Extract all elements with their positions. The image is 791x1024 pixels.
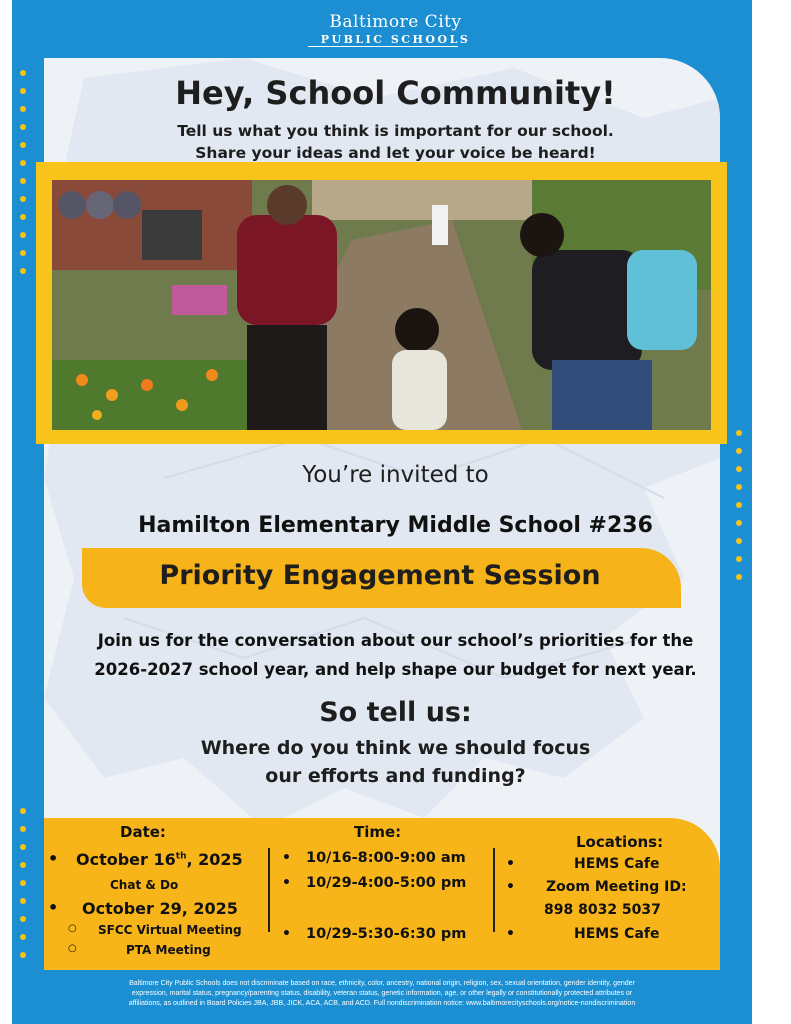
subheading-line-1: Tell us what you think is important for our school. (177, 122, 614, 140)
subheading (0, 120, 791, 164)
logo-divider (308, 46, 458, 47)
decorative-dots-bottom-left (20, 808, 26, 970)
date-1-note: Chat & Do (110, 878, 179, 892)
description (0, 626, 791, 684)
time-title: Time: (354, 823, 402, 841)
bullet-icon: • (506, 856, 515, 872)
bullet-icon: • (506, 926, 515, 942)
location-1: HEMS Cafe (574, 856, 660, 872)
photo-frame (36, 162, 727, 444)
circle-bullet-icon: ○ (68, 923, 77, 934)
notice-line-2: expression, marital status, pregnancy/parenting status, disability, veteran status, genetic information, age, or other legally or constitutionally protected attributes or (131, 990, 633, 997)
logo-line-1: Baltimore City (329, 12, 462, 32)
headline: Hey, School Community! (175, 74, 616, 112)
time-3: 10/29-5:30-6:30 pm (306, 926, 467, 942)
location-2: Zoom Meeting ID: (546, 879, 687, 895)
session-title: Priority Engagement Session (159, 560, 601, 591)
question-line-2: our efforts and funding? (265, 765, 526, 787)
location-2-id: 898 8032 5037 (544, 902, 661, 918)
description-line-2: 2026-2027 school year, and help shape our budget for next year. (94, 660, 697, 679)
notice-line-1: Baltimore City Public Schools does not discriminate based on race, ethnicity, color, ancestry, national origin, religion, sex, sexual orientation, gender identity, gender (129, 980, 635, 987)
divider (268, 848, 270, 932)
bullet-icon: • (48, 898, 59, 917)
logo-line-2: PUBLIC SCHOOLS (320, 33, 471, 46)
date-2: October 29, 2025 (82, 899, 238, 918)
divider (493, 848, 495, 932)
bullet-icon: • (282, 850, 291, 866)
bullet-icon: • (506, 879, 515, 895)
question (0, 734, 791, 790)
tell-us-heading: So tell us: (319, 697, 472, 728)
location-3: HEMS Cafe (574, 926, 660, 942)
time-1: 10/16-8:00-9:00 am (306, 850, 466, 866)
time-2: 10/29-4:00-5:00 pm (306, 875, 467, 891)
description-line-1: Join us for the conversation about our school’s priorities for the (97, 631, 694, 650)
date-2-note-1: SFCC Virtual Meeting (98, 923, 242, 937)
question-line-1: Where do you think we should focus (200, 737, 591, 759)
bullet-icon: • (282, 926, 291, 942)
school-name: Hamilton Elementary Middle School #236 (138, 513, 653, 538)
date-title: Date: (120, 823, 166, 841)
subheading-line-2: Share your ideas and let your voice be heard! (195, 144, 596, 162)
circle-bullet-icon: ○ (68, 943, 77, 954)
garden-photo (52, 180, 711, 430)
date-1: October 16th, 2025 (76, 850, 243, 869)
locations-title: Locations: (576, 833, 664, 851)
notice-line-3: affiliations, as outlined in Board Policies JBA, JBB, JICK, ACA, ACB, and ACD. Full nondiscrimination notice: www.baltimorecityschools.org/notice-nondiscrimination (128, 1000, 636, 1007)
bullet-icon: • (282, 875, 291, 891)
schedule-panel (44, 818, 720, 970)
date-2-note-2: PTA Meeting (126, 943, 211, 957)
nondiscrimination-notice (50, 979, 714, 1009)
invite-lead: You’re invited to (302, 462, 489, 488)
bullet-icon: • (48, 849, 59, 868)
